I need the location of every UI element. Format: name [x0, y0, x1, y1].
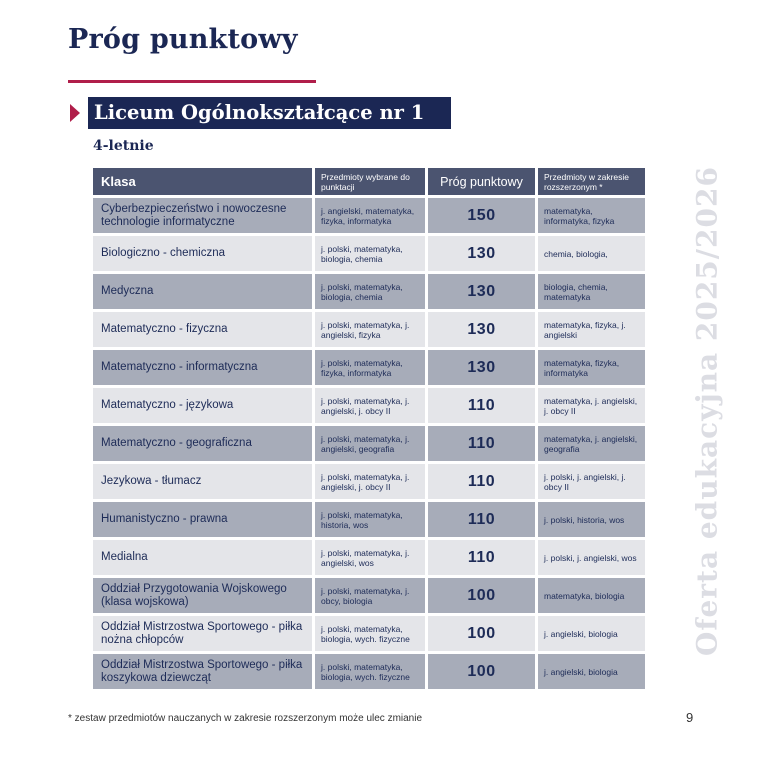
table-row — [93, 654, 645, 689]
extended-subjects-cell: matematyka, j. angielski, j. obcy II — [538, 388, 645, 423]
threshold-cell: 110 — [428, 540, 535, 575]
title-underline — [68, 80, 316, 83]
page-title: Próg punktowy — [68, 24, 298, 55]
klasa-cell: Matematyczno - geograficzna — [93, 426, 312, 461]
selected-subjects-cell: j. polski, matematyka, j. angielski, j. obcy II — [315, 464, 425, 499]
extended-subjects-cell: j. polski, historia, wos — [538, 502, 645, 537]
selected-subjects-cell: j. polski, matematyka, biologia, wych. fizyczne — [315, 654, 425, 689]
extended-subjects-cell: matematyka, biologia — [538, 578, 645, 613]
threshold-cell: 100 — [428, 578, 535, 613]
selected-subjects-cell: j. polski, matematyka, fizyka, informatyka — [315, 350, 425, 385]
threshold-cell: 130 — [428, 350, 535, 385]
table-row — [93, 540, 645, 575]
extended-subjects-cell: matematyka, fizyka, informatyka — [538, 350, 645, 385]
table-row — [93, 274, 645, 309]
table-row — [93, 236, 645, 271]
table-body — [93, 198, 645, 689]
selected-subjects-cell: j. polski, matematyka, j. angielski, wos — [315, 540, 425, 575]
threshold-cell: 110 — [428, 502, 535, 537]
table-row — [93, 198, 645, 233]
threshold-cell: 100 — [428, 654, 535, 689]
klasa-cell: Medyczna — [93, 274, 312, 309]
threshold-cell: 150 — [428, 198, 535, 233]
klasa-cell: Matematyczno - fizyczna — [93, 312, 312, 347]
table-header-row — [93, 168, 645, 195]
table-row — [93, 616, 645, 651]
page-number: 9 — [686, 710, 694, 725]
selected-subjects-cell: j. polski, matematyka, historia, wos — [315, 502, 425, 537]
extended-subjects-cell: j. angielski, biologia — [538, 616, 645, 651]
klasa-cell: Matematyczno - językowa — [93, 388, 312, 423]
klasa-cell: Humanistyczno - prawna — [93, 502, 312, 537]
table-row — [93, 388, 645, 423]
klasa-cell: Cyberbezpieczeństwo i nowoczesne technologie informatyczne — [93, 198, 312, 233]
extended-subjects-cell: matematyka, j. angielski, geografia — [538, 426, 645, 461]
klasa-cell: Oddział Przygotowania Wojskowego (klasa wojskowa) — [93, 578, 312, 613]
extended-subjects-cell: biologia, chemia, matematyka — [538, 274, 645, 309]
selected-subjects-cell: j. polski, matematyka, biologia, chemia — [315, 274, 425, 309]
extended-subjects-cell: j. polski, j. angielski, j. obcy II — [538, 464, 645, 499]
threshold-cell: 110 — [428, 388, 535, 423]
table-row — [93, 464, 645, 499]
program-length-label: 4-letnie — [93, 138, 154, 154]
triangle-marker-icon — [70, 104, 80, 122]
header-klasa: Klasa — [93, 168, 312, 195]
klasa-cell: Biologiczno - chemiczna — [93, 236, 312, 271]
extended-subjects-cell: matematyka, informatyka, fizyka — [538, 198, 645, 233]
header-rozszerzone: Przedmioty w zakresie rozszerzonym * — [538, 168, 645, 195]
threshold-cell: 130 — [428, 274, 535, 309]
extended-subjects-cell: chemia, biologia, — [538, 236, 645, 271]
table-row — [93, 502, 645, 537]
selected-subjects-cell: j. polski, matematyka, j. angielski, fizyka — [315, 312, 425, 347]
footnote: * zestaw przedmiotów nauczanych w zakresie rozszerzonym może ulec zmianie — [68, 713, 423, 724]
extended-subjects-cell: j. angielski, biologia — [538, 654, 645, 689]
threshold-cell: 110 — [428, 464, 535, 499]
table-row — [93, 578, 645, 613]
extended-subjects-cell: matematyka, fizyka, j. angielski — [538, 312, 645, 347]
threshold-table — [90, 165, 648, 692]
selected-subjects-cell: j. polski, matematyka, j. angielski, geografia — [315, 426, 425, 461]
extended-subjects-cell: j. polski, j. angielski, wos — [538, 540, 645, 575]
selected-subjects-cell: j. polski, matematyka, biologia, chemia — [315, 236, 425, 271]
header-przedmioty: Przedmioty wybrane do punktacji — [315, 168, 425, 195]
table-row — [93, 426, 645, 461]
klasa-cell: Medialna — [93, 540, 312, 575]
table-row — [93, 312, 645, 347]
threshold-cell: 130 — [428, 236, 535, 271]
threshold-cell: 110 — [428, 426, 535, 461]
selected-subjects-cell: j. polski, matematyka, biologia, wych. fizyczne — [315, 616, 425, 651]
klasa-cell: Oddział Mistrzostwa Sportowego - piłka koszykowa dziewcząt — [93, 654, 312, 689]
klasa-cell: Oddział Mistrzostwa Sportowego - piłka nożna chłopców — [93, 616, 312, 651]
selected-subjects-cell: j. polski, matematyka, j. obcy, biologia — [315, 578, 425, 613]
header-prog: Próg punktowy — [428, 168, 535, 195]
selected-subjects-cell: j. angielski, matematyka, fizyka, informatyka — [315, 198, 425, 233]
side-caption: Oferta edukacyjna 2025/2026 — [690, 166, 724, 656]
selected-subjects-cell: j. polski, matematyka, j. angielski, j. obcy II — [315, 388, 425, 423]
school-name-banner: Liceum Ogólnokształcące nr 1 — [88, 97, 451, 129]
klasa-cell: Matematyczno - informatyczna — [93, 350, 312, 385]
threshold-cell: 100 — [428, 616, 535, 651]
threshold-cell: 130 — [428, 312, 535, 347]
klasa-cell: Jezykowa - tłumacz — [93, 464, 312, 499]
table-row — [93, 350, 645, 385]
